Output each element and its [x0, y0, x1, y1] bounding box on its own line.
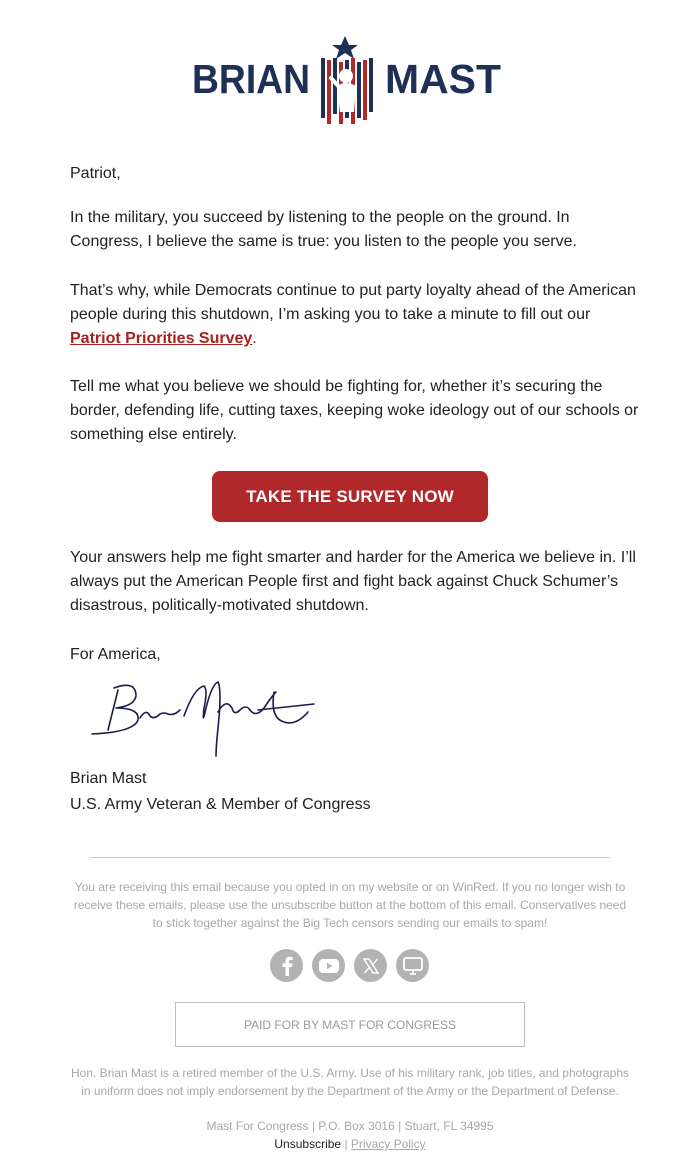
unsubscribe-link[interactable]: Unsubscribe: [274, 1137, 342, 1151]
paragraph-survey-ask-text: That’s why, while Democrats continue to put party loyalty ahead of the American people during this shutdown, I’m asking you to take a minute to fill out our: [70, 282, 636, 323]
closing: For America,: [70, 646, 161, 663]
military-disclaimer: [70, 1064, 630, 1100]
paragraph-answers: [70, 546, 640, 618]
mailing-address: Mast For Congress | P.O. Box 3016 | Stuart, FL 34995: [206, 1119, 494, 1133]
footer-divider: [90, 857, 610, 858]
signature: [88, 668, 328, 763]
privacy-policy-link[interactable]: Privacy Policy: [350, 1137, 426, 1151]
paragraph-priorities-text: Tell me what you believe we should be fighting for, whether it’s securing the border, defending life, cutting taxes, keeping woke ideology out of our schools or something else entirely.: [70, 378, 639, 443]
military-disclaimer-text: Hon. Brian Mast is a retired member of the U.S. Army. Use of his military rank, job titles, and photographs in uniform does not imply endorsement by the Department of the Army or the Department of Defense.: [70, 1066, 629, 1098]
logo-first-name: BRIAN: [192, 56, 310, 102]
paragraph-answers-text: Your answers help me fight smarter and harder for the America we believe in. I’ll always put the American People first and fight back against Chuck Schumer’s disastrous, politically-motivated shutdown.: [70, 549, 636, 614]
paid-for-disclaimer: PAID FOR BY MAST FOR CONGRESS: [175, 1002, 525, 1047]
paragraph-intro: [70, 206, 640, 254]
logo-last-name: MAST: [385, 56, 501, 102]
paragraph-priorities: [70, 375, 640, 447]
facebook-icon[interactable]: [270, 949, 303, 982]
footer-links: [0, 1136, 700, 1153]
optin-notice-text: You are receiving this email because you opted in on my website or on WinRed. If you no longer wish to receive these emails, please use the unsubscribe button at the bottom of this email. Conservatives need to stick together against the Big Tech censors sending our emails to spam!: [73, 880, 627, 930]
greeting: Patriot,: [70, 165, 121, 182]
website-icon[interactable]: [396, 949, 429, 982]
signer-name: Brian Mast: [70, 770, 147, 787]
optin-notice: [70, 878, 630, 932]
logo-emblem-icon: [321, 36, 373, 124]
youtube-icon[interactable]: [312, 949, 345, 982]
link-separator: |: [344, 1137, 348, 1151]
paragraph-intro-text: In the military, you succeed by listening to the people on the ground. In Congress, I believe the same is true: you listen to the people you serve.: [70, 209, 577, 250]
signer-title: U.S. Army Veteran & Member of Congress: [70, 796, 371, 813]
x-icon[interactable]: [354, 949, 387, 982]
brand-logo: [0, 30, 700, 130]
paragraph-survey-ask-end: .: [252, 330, 257, 347]
paragraph-survey-ask: [70, 279, 640, 351]
take-survey-button[interactable]: TAKE THE SURVEY NOW: [212, 471, 488, 522]
survey-link[interactable]: Patriot Priorities Survey: [70, 330, 253, 347]
social-links: [270, 949, 430, 983]
